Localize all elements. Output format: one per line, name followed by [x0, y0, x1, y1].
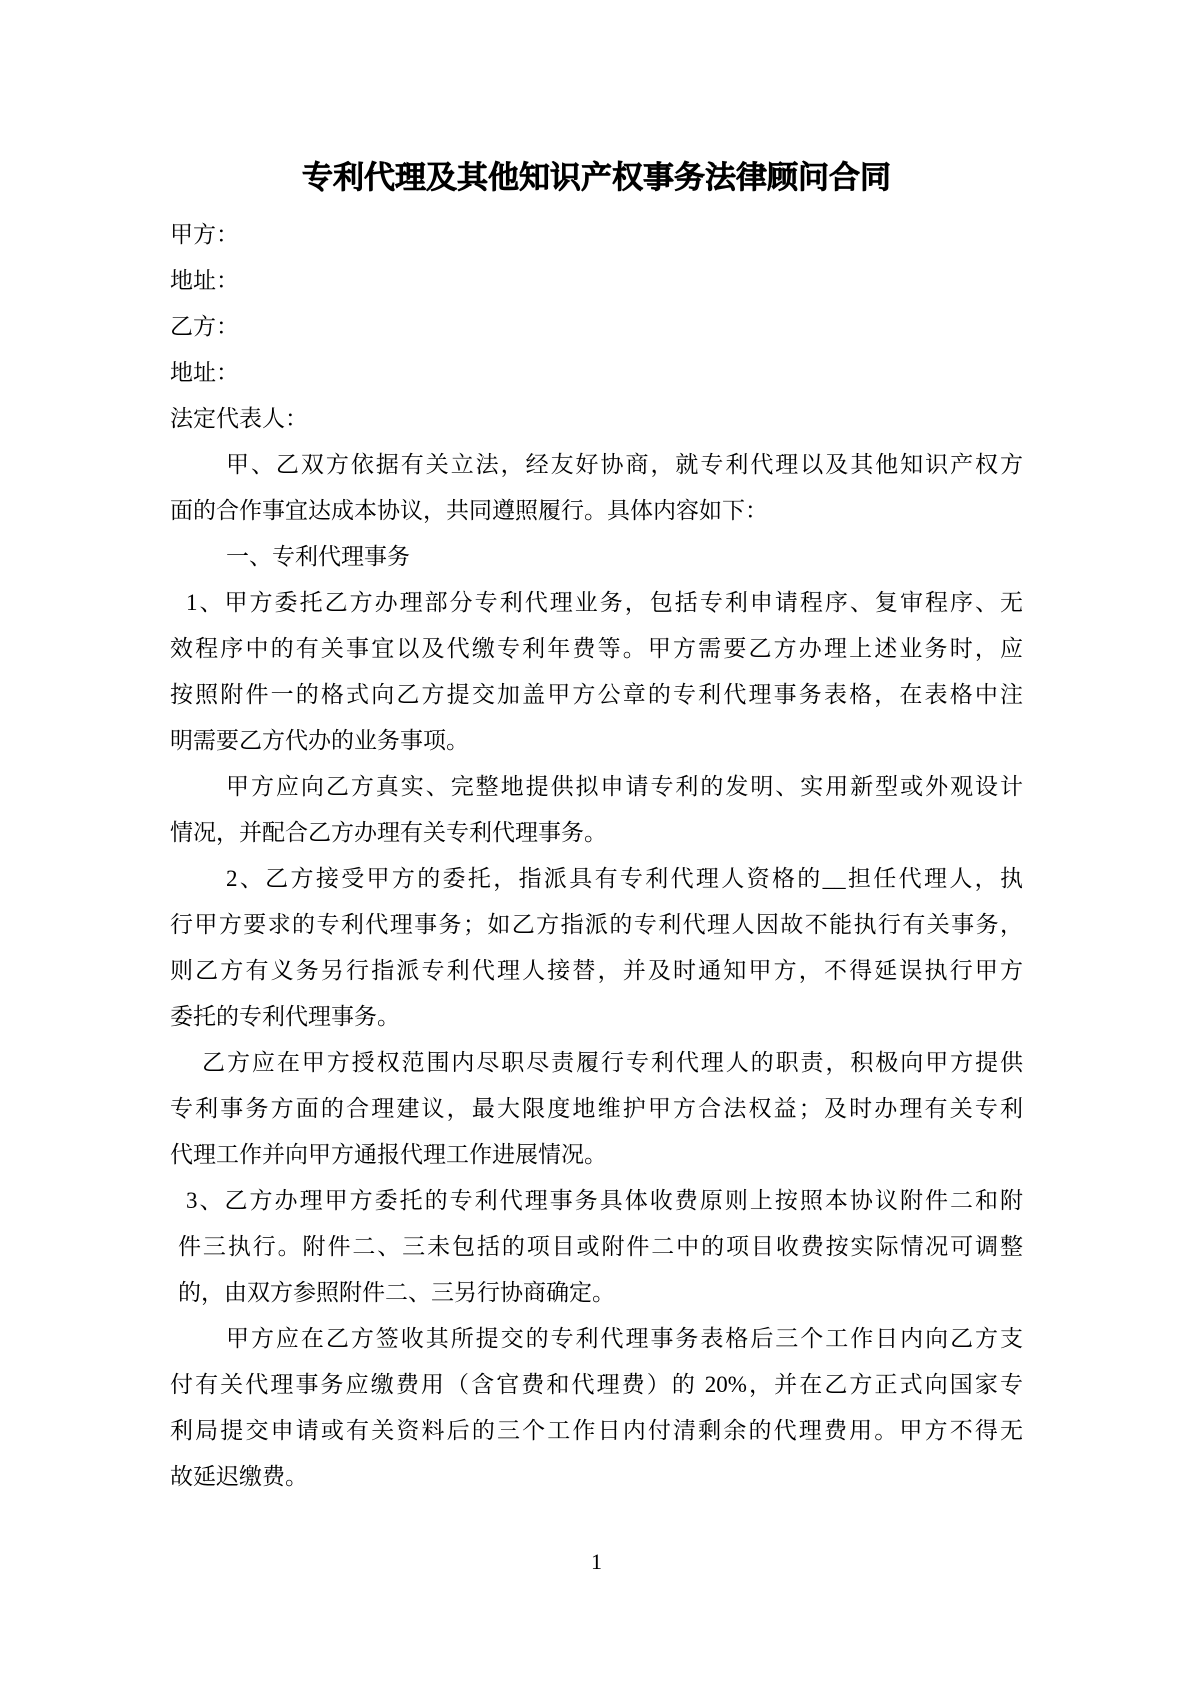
text-line: 代理工作并向甲方通报代理工作进展情况。	[170, 1142, 607, 1167]
text-line: 甲方应在乙方签收其所提交的专利代理事务表格后三个工作日内向乙方支	[226, 1326, 1023, 1351]
text-line: 面的合作事宜达成本协议，共同遵照履行。具体内容如下：	[170, 498, 768, 523]
text-line-address-b: 地址：	[170, 360, 239, 385]
text-line: 利局提交申请或有关资料后的三个工作日内付清剩余的代理费用。甲方不得无	[170, 1418, 1023, 1443]
text-line: 件三执行。附件二、三未包括的项目或附件二中的项目收费按实际情况可调整	[178, 1234, 1023, 1259]
text-line: 故延迟缴费。	[170, 1464, 308, 1489]
text-line-address-a: 地址：	[170, 268, 239, 293]
text-line: 1、甲方委托乙方办理部分专利代理业务，包括专利申请程序、复审程序、无	[186, 590, 1023, 615]
text-line: 付有关代理事务应缴费用（含官费和代理费）的 20%，并在乙方正式向国家专	[170, 1372, 1023, 1397]
document-title: 专利代理及其他知识产权事务法律顾问合同	[302, 160, 891, 195]
text-line: 委托的专利代理事务。	[170, 1004, 400, 1029]
text-line: 的，由双方参照附件二、三另行协商确定。	[178, 1280, 615, 1305]
text-line-party-a: 甲方：	[170, 222, 239, 247]
section-heading-1: 一、专利代理事务	[226, 544, 410, 569]
text-line: 行甲方要求的专利代理事务；如乙方指派的专利代理人因故不能执行有关事务，	[170, 912, 1023, 937]
text-line: 3、乙方办理甲方委托的专利代理事务具体收费原则上按照本协议附件二和附	[186, 1188, 1023, 1213]
text-line: 效程序中的有关事宜以及代缴专利年费等。甲方需要乙方办理上述业务时，应	[170, 636, 1023, 661]
text-line-party-b: 乙方：	[170, 314, 239, 339]
text-line: 明需要乙方代办的业务事项。	[170, 728, 469, 753]
text-line: 甲方应向乙方真实、完整地提供拟申请专利的发明、实用新型或外观设计	[226, 774, 1023, 799]
text-line-legal-representative: 法定代表人：	[170, 406, 308, 431]
page-number: 1	[591, 1549, 602, 1574]
text-line: 则乙方有义务另行指派专利代理人接替，并及时通知甲方，不得延误执行甲方	[170, 958, 1023, 983]
document-body	[170, 212, 1023, 1500]
text-line: 情况，并配合乙方办理有关专利代理事务。	[170, 820, 607, 845]
text-line: 专利事务方面的合理建议，最大限度地维护甲方合法权益；及时办理有关专利	[170, 1096, 1023, 1121]
text-line: 乙方应在甲方授权范围内尽职尽责履行专利代理人的职责，积极向甲方提供	[202, 1050, 1023, 1075]
text-line: 2、乙方接受甲方的委托，指派具有专利代理人资格的__担任代理人，执	[226, 866, 1023, 891]
text-line: 按照附件一的格式向乙方提交加盖甲方公章的专利代理事务表格，在表格中注	[170, 682, 1023, 707]
text-line: 甲、乙双方依据有关立法，经友好协商，就专利代理以及其他知识产权方	[226, 452, 1023, 477]
